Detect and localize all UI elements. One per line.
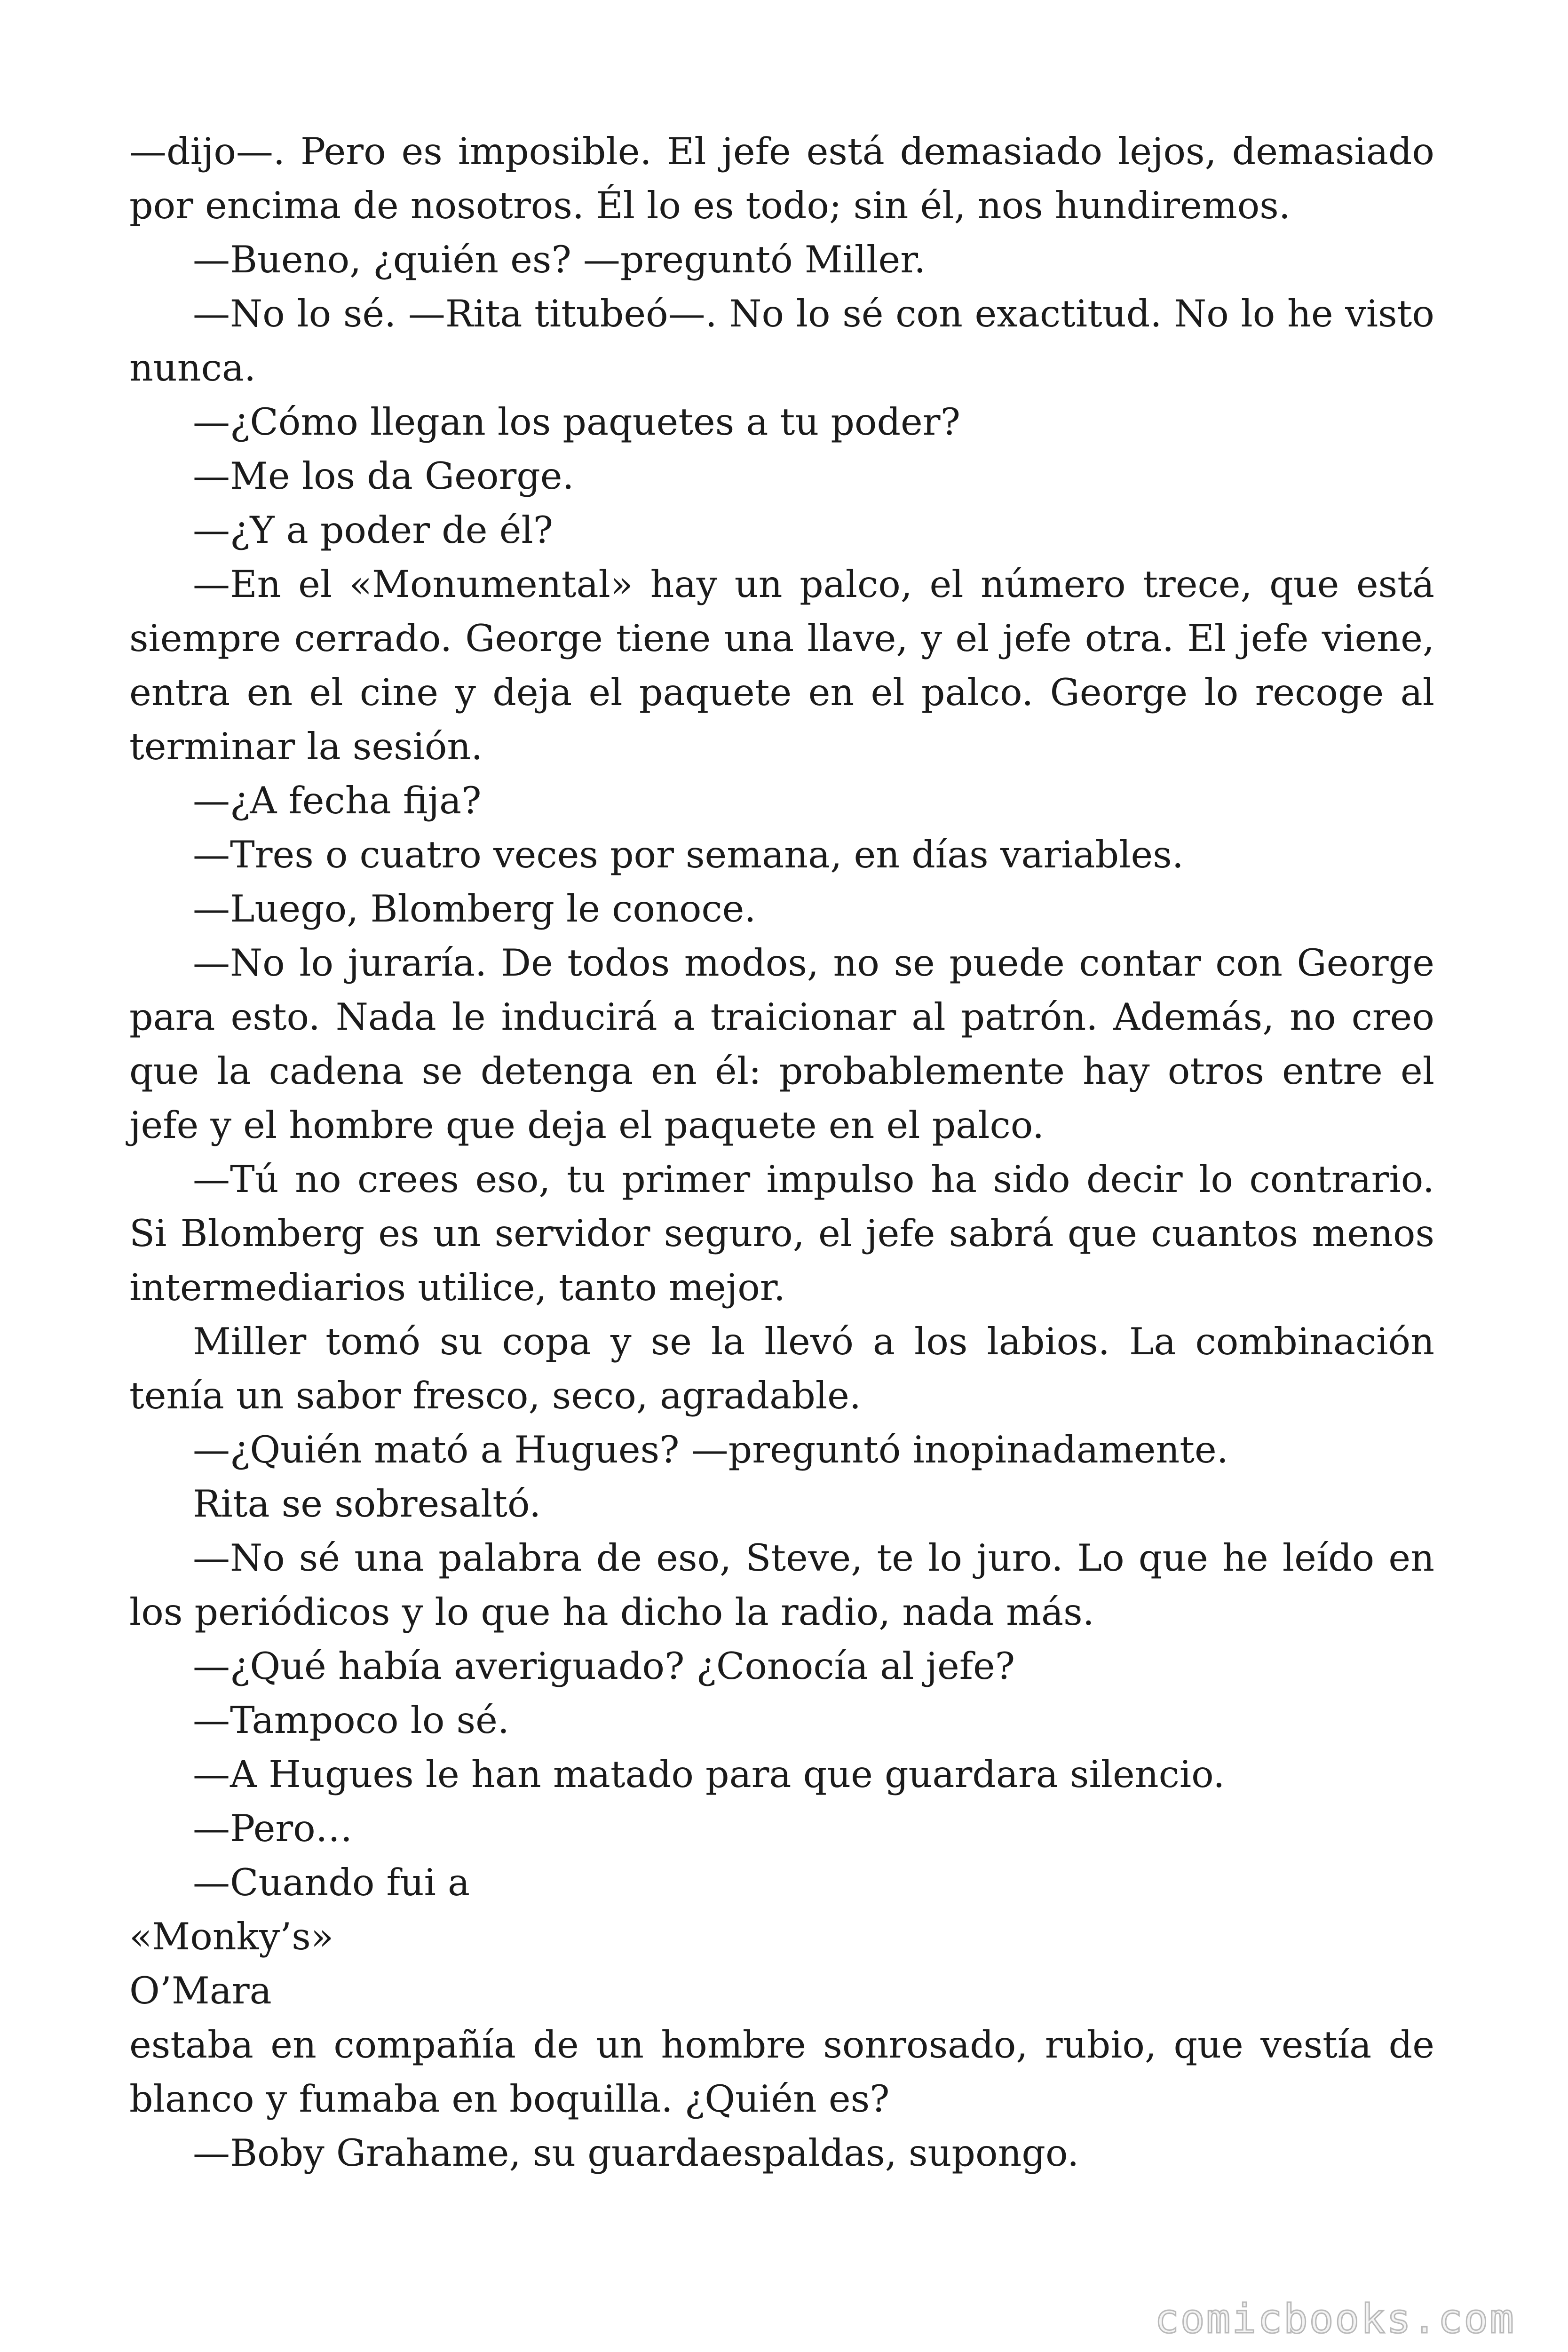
paragraph: estaba en compañía de un hombre sonrosado, rubio, que vestía de blanco y fumaba en boquilla. ¿Quién es? (129, 2023, 1434, 2121)
paragraph: —No lo sé. —Rita titubeó—. No lo sé con exactitud. No lo he visto nunca. (129, 292, 1434, 389)
paragraph: —¿Cómo llegan los paquetes a tu poder? (193, 400, 960, 444)
paragraph: —Me los da George. (193, 454, 574, 498)
paragraph: Miller tomó su copa y se la llevó a los labios. La combinación tenía un sabor fresco, seco, agradable. (129, 1320, 1434, 1417)
paragraph: —Tampoco lo sé. (193, 1699, 509, 1742)
paragraph: —Tú no crees eso, tu primer impulso ha sido decir lo contrario. Si Blomberg es un servidor seguro, el jefe sabrá que cuantos menos intermediarios utilice, tanto mejor. (129, 1158, 1434, 1309)
watermark: comicbooks.com (1155, 2296, 1515, 2343)
paragraph: —¿A fecha fija? (193, 779, 482, 822)
paragraph: —A Hugues le han matado para que guardara silencio. (193, 1753, 1225, 1796)
paragraph: —Boby Grahame, su guardaespaldas, supongo. (193, 2131, 1079, 2175)
paragraph: —Tres o cuatro veces por semana, en días variables. (193, 833, 1184, 876)
paragraph: —Luego, Blomberg le conoce. (193, 887, 756, 930)
paragraph: —¿Y a poder de él? (193, 509, 553, 552)
paragraph: —Cuando fui a (193, 1861, 470, 1904)
paragraph: —Pero… (193, 1807, 353, 1850)
paragraph: —dijo—. Pero es imposible. El jefe está demasiado lejos, demasiado por encima de nosotros. Él lo es todo; sin él, nos hundiremos. (129, 130, 1434, 227)
body-text (129, 125, 1434, 2180)
paragraph: «Monky’s» (129, 1915, 334, 1958)
paragraph: —Bueno, ¿quién es? —preguntó Miller. (193, 238, 926, 281)
paragraph: —No lo juraría. De todos modos, no se puede contar con George para esto. Nada le inducirá a traicionar al patrón. Además, no creo que la cadena se detenga en él: probablemente hay otros entre el jefe y el hombre que deja el paquete en el palco. (129, 941, 1434, 1147)
paragraph: —No sé una palabra de eso, Steve, te lo juro. Lo que he leído en los periódicos y lo que ha dicho la radio, nada más. (129, 1536, 1434, 1634)
paragraph: Rita se sobresaltó. (193, 1482, 541, 1526)
paragraph: —¿Qué había averiguado? ¿Conocía al jefe? (193, 1645, 1015, 1688)
paragraph: O’Mara (129, 1969, 272, 2012)
paragraph: —¿Quién mató a Hugues? —preguntó inopinadamente. (193, 1428, 1228, 1471)
paragraph: —En el «Monumental» hay un palco, el número trece, que está siempre cerrado. George tiene una llave, y el jefe otra. El jefe viene, entra en el cine y deja el paquete en el palco. George lo recoge al terminar la sesión. (129, 563, 1434, 768)
